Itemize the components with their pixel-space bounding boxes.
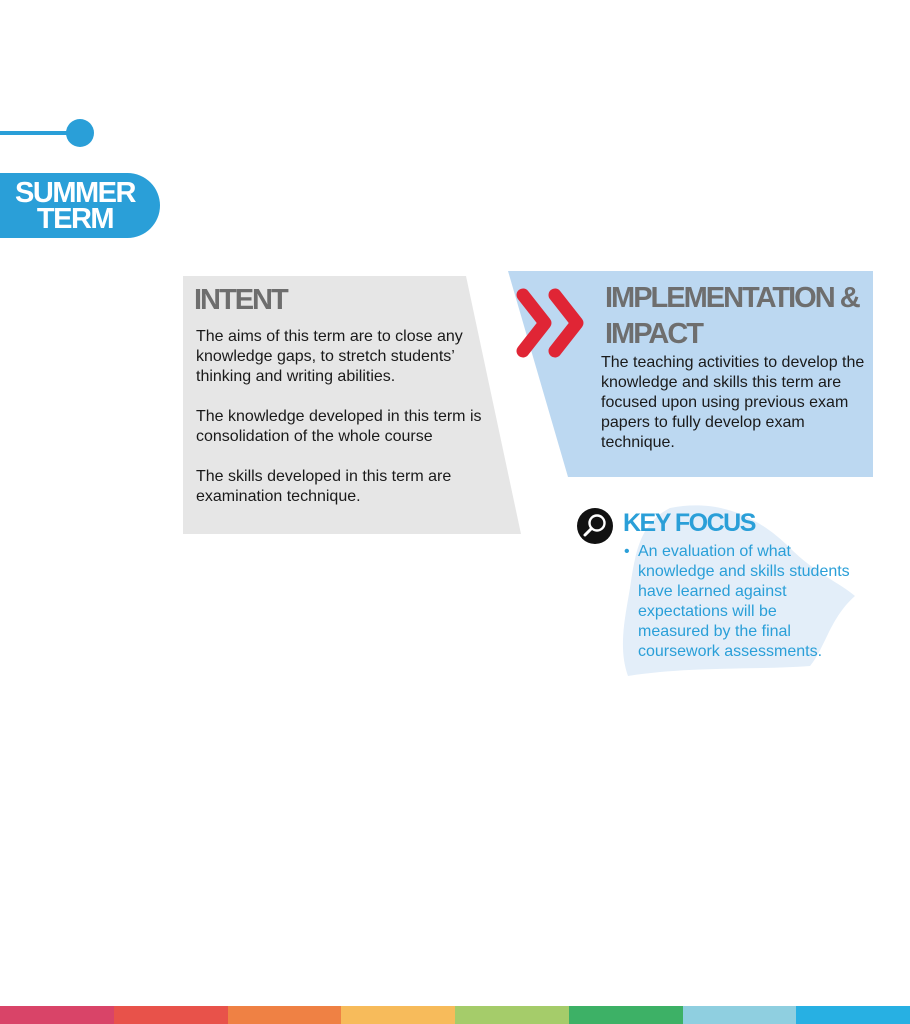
timeline-line xyxy=(0,131,72,135)
timeline-dot xyxy=(66,119,94,147)
key-focus-title: KEY FOCUS xyxy=(623,509,755,537)
term-badge xyxy=(0,173,160,238)
key-focus-list xyxy=(622,542,852,662)
strip-segment xyxy=(796,1006,910,1024)
strip-segment xyxy=(114,1006,228,1024)
strip-segment xyxy=(569,1006,683,1024)
intent-paragraph-aims: The aims of this term are to close any knowledge gaps, to stretch students’ thinking and writing abilities. xyxy=(196,328,463,385)
implementation-title: IMPLEMENTATION & IMPACT xyxy=(605,282,859,350)
double-chevron-right-icon xyxy=(515,285,595,366)
strip-segment xyxy=(341,1006,455,1024)
key-focus-item-text: An evaluation of what knowledge and skills students have learned against expectations will be measured by the final coursework assessments. xyxy=(638,543,850,660)
strip-segment xyxy=(455,1006,569,1024)
bullet-icon: • xyxy=(624,543,630,560)
term-line2: TERM xyxy=(36,202,114,235)
term-line1: SUMMER xyxy=(15,176,135,209)
color-strip xyxy=(0,1006,910,1024)
strip-segment xyxy=(228,1006,342,1024)
strip-segment xyxy=(683,1006,797,1024)
intent-paragraph-knowledge: The knowledge developed in this term is consolidation of the whole course xyxy=(196,408,482,445)
intent-title: INTENT xyxy=(194,284,287,316)
strip-segment xyxy=(0,1006,114,1024)
list-item xyxy=(622,542,852,662)
intent-paragraph-skills: The skills developed in this term are examination technique. xyxy=(196,468,452,505)
magnifier-icon xyxy=(577,508,613,544)
implementation-text: The teaching activities to develop the knowledge and skills this term are focused upon using previous exam papers to fully develop exam technique. xyxy=(601,354,865,451)
